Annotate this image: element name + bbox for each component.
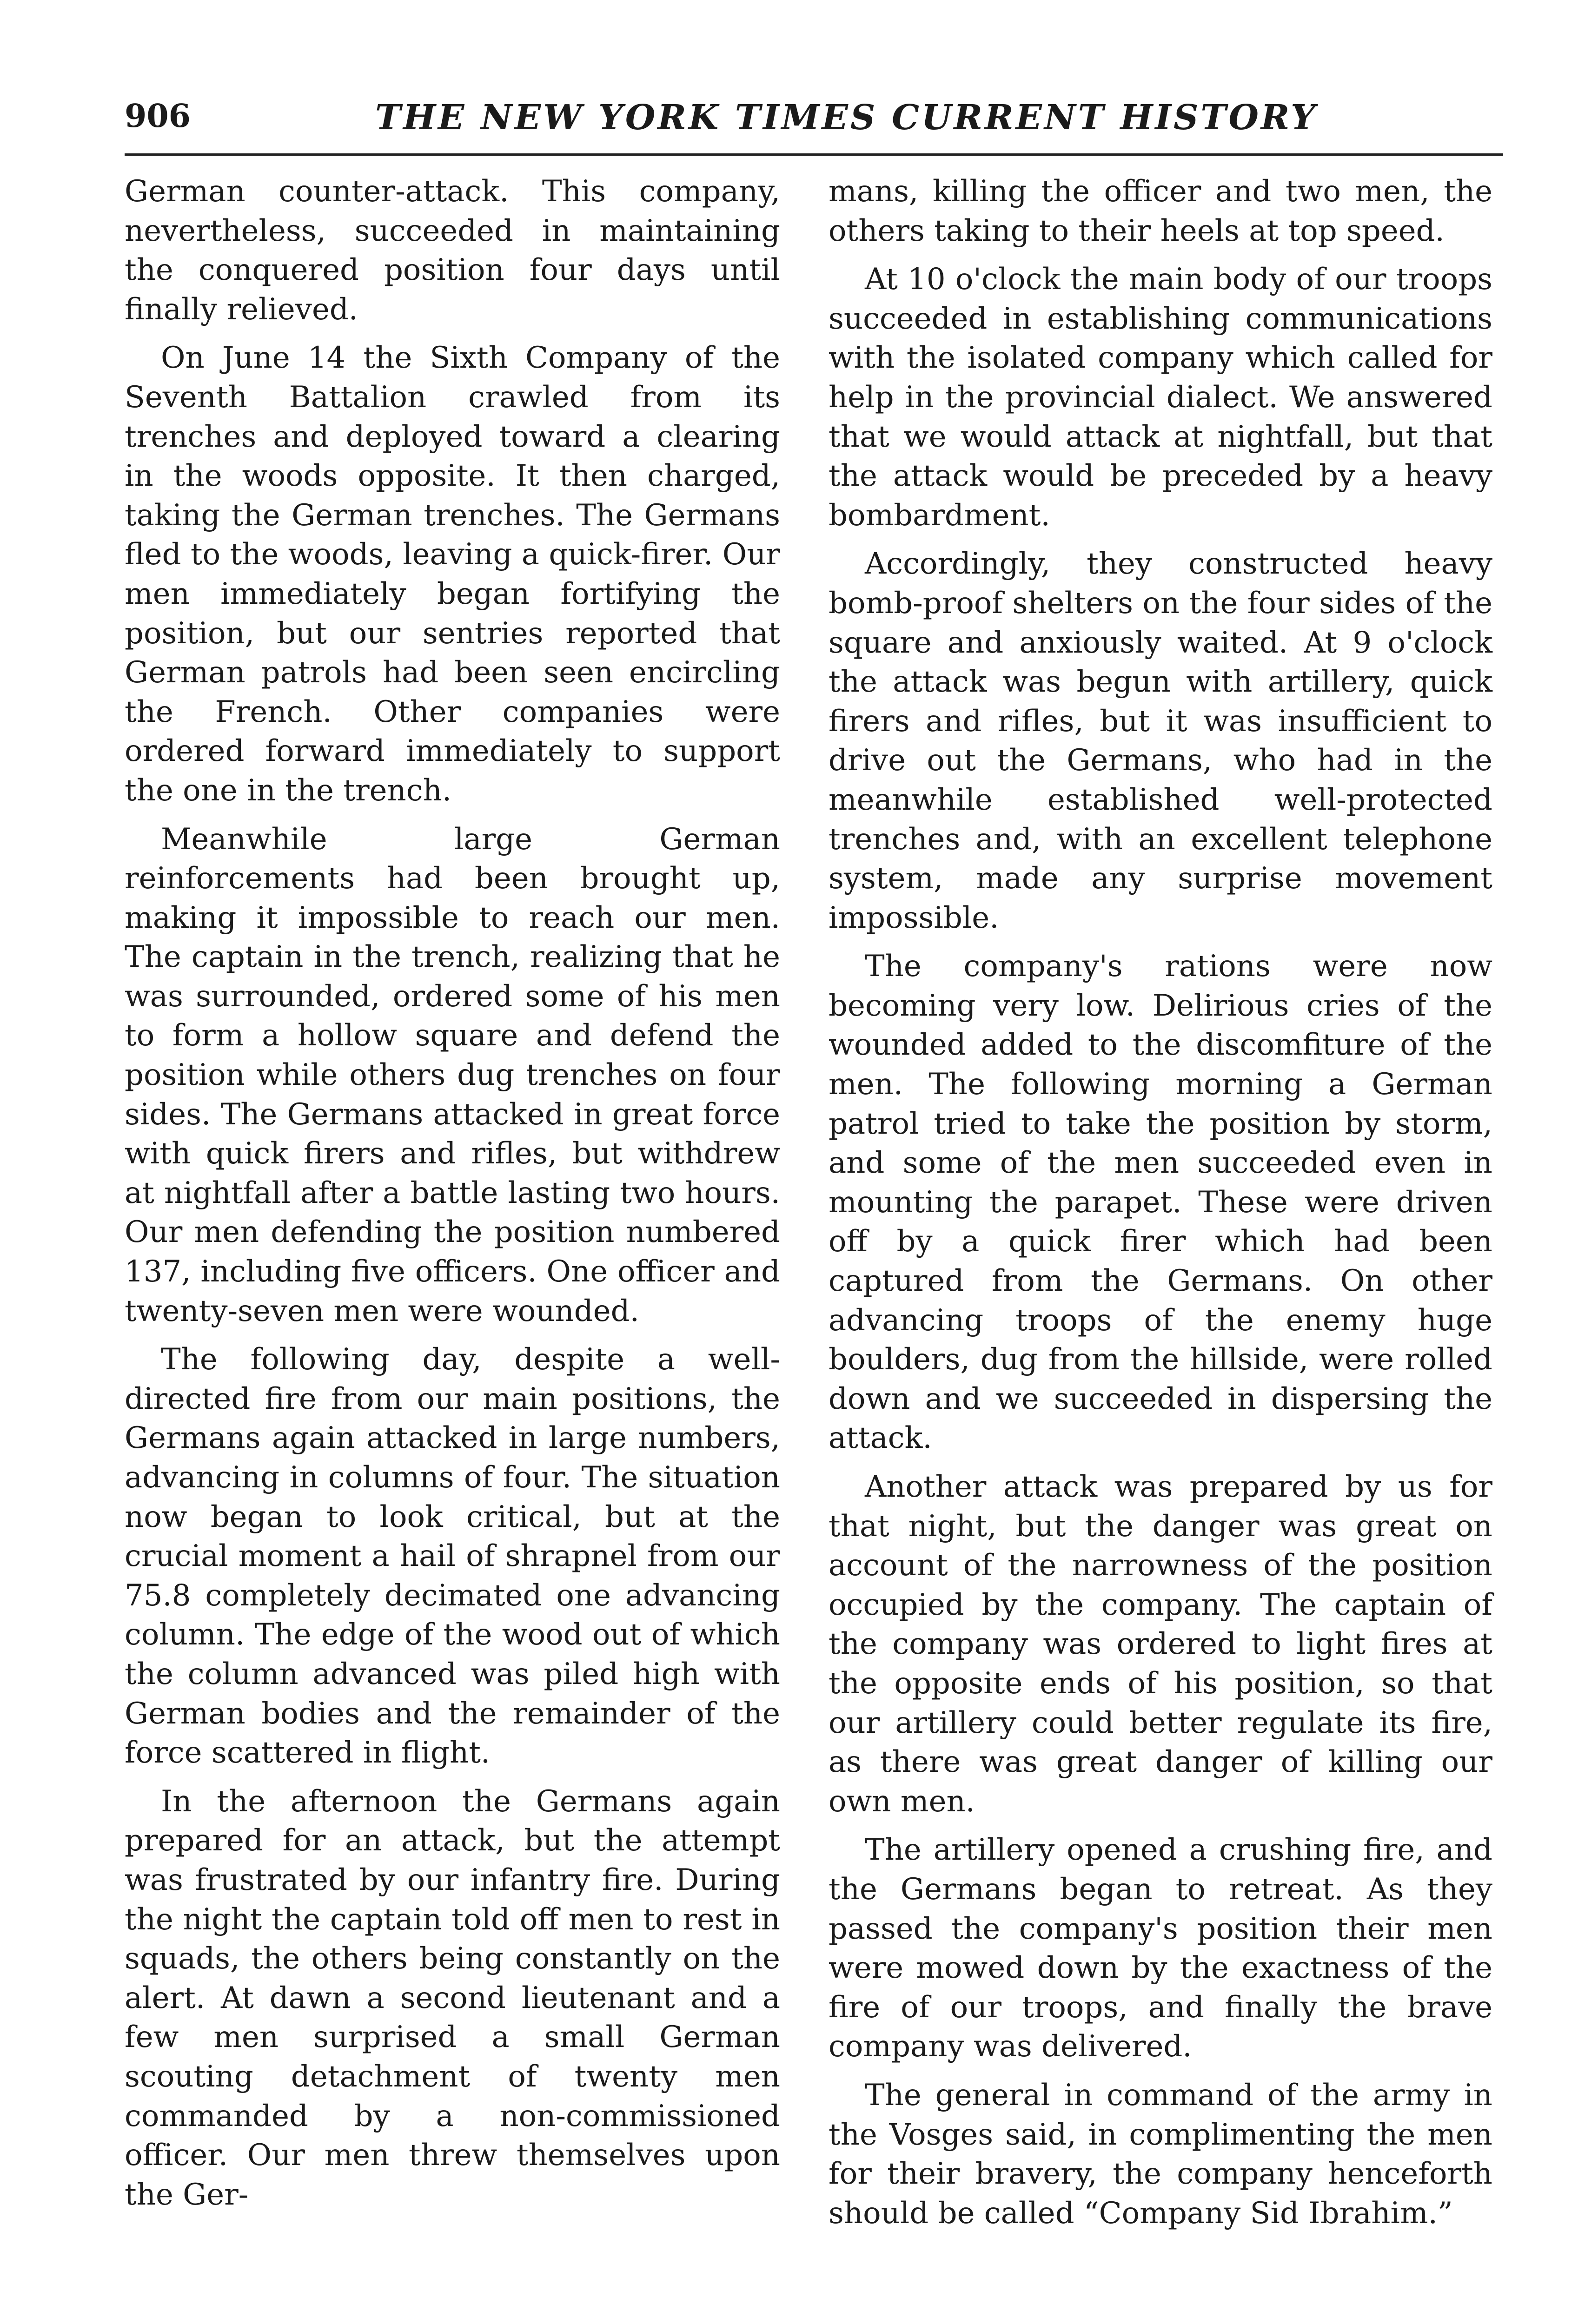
paragraph: In the afternoon the Germans again prepared for an attack, but the attempt was frustrated by our infantry fire. During the night the captain told off men to rest in squads, the others being constantly on the alert. At dawn a second lieutenant and a few men surprised a small German scouting detachment of twenty men commanded by a non-commissioned officer. Our men threw themselves upon the Ger- (125, 1784, 780, 2212)
paragraph: Another attack was prepared by us for that night, but the danger was great on account of the narrowness of the position occupied by the company. The captain of the company was ordered to light fires at the opposite ends of his position, so that our artillery could better regulate its fire, as there was great danger of killing our own men. (829, 1470, 1492, 1819)
paragraph: Meanwhile large German reinforcements had been brought up, making it impossible to reach our men. The captain in the trench, realizing that he was surrounded, ordered some of his men to form a hollow square and defend the position while others dug trenches on four sides. The Germans attacked in great force with quick firers and rifles, but withdrew at nightfall after a battle lasting two hours. Our men defending the position numbered 137, including five officers. One officer and twenty-seven men were wounded. (125, 822, 780, 1328)
left-column (125, 172, 780, 2224)
page-header (125, 88, 1503, 156)
paragraph: The artillery opened a crushing fire, and the Germans began to retreat. As they passed the company's position their men were mowed down by the exactness of the fire of our troops, and finally the brave company was delivered. (829, 1833, 1492, 2064)
paragraph: Accordingly, they constructed heavy bomb-proof shelters on the four sides of the square and anxiously waited. At 9 o'clock the attack was begun with artillery, quick firers and rifles, but it was insufficient to drive out the Germans, who had in the meanwhile established well-protected trenches and, with an excellent telephone system, made any surprise movement impossible. (829, 547, 1492, 935)
paragraph: At 10 o'clock the main body of our troops succeeded in establishing communications with the isolated company which called for help in the provincial dialect. We answered that we would attack at nightfall, but that the attack would be preceded by a heavy bombardment. (829, 262, 1492, 533)
paragraph: On June 14 the Sixth Company of the Seventh Battalion crawled from its trenches and deployed toward a clearing in the woods opposite. It then charged, taking the German trenches. The Germans fled to the woods, leaving a quick-firer. Our men immediately began fortifying the position, but our sentries reported that German patrols had been seen encircling the French. Other companies were ordered forward immediately to support the one in the trench. (125, 341, 780, 808)
paragraph: The following day, despite a well-directed fire from our main positions, the Germans again attacked in large numbers, advancing in columns of four. The situation now began to look critical, but at the crucial moment a hail of shrapnel from our 75.8 completely decimated one advancing column. The edge of the wood out of which the column advanced was piled high with German bodies and the remainder of the force scattered in flight. (125, 1342, 780, 1770)
page-number: 906 (125, 98, 191, 135)
running-title: THE NEW YORK TIMES CURRENT HISTORY (375, 98, 1318, 138)
paragraph: The general in command of the army in the Vosges said, in complimenting the men for their bravery, the company henceforth should be called “Company Sid Ibrahim.” (829, 2078, 1492, 2231)
paragraph: German counter-attack. This company, nevertheless, succeeded in maintaining the conquered position four days until finally relieved. (125, 174, 780, 327)
right-column (829, 172, 1492, 2242)
paragraph: The company's rations were now becoming very low. Delirious cries of the wounded added to the discomfiture of the men. The following morning a German patrol tried to take the position by storm, and some of the men succeeded even in mounting the parapet. These were driven off by a quick firer which had been captured from the Germans. On other advancing troops of the enemy huge boulders, dug from the hillside, were rolled down and we succeeded in dispersing the attack. (829, 949, 1492, 1456)
paragraph: mans, killing the officer and two men, the others taking to their heels at top speed. (829, 174, 1492, 248)
